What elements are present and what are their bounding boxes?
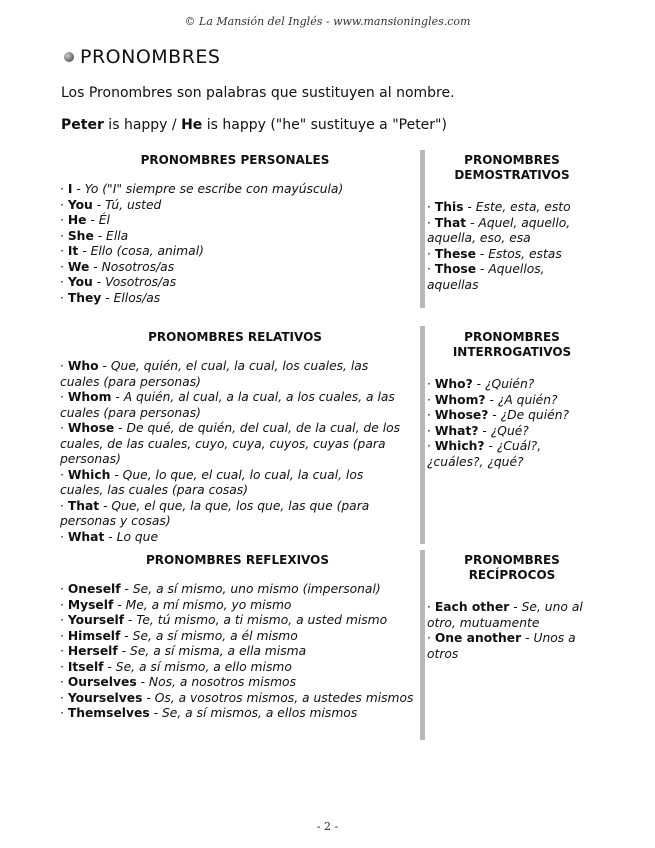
separator: - [114, 421, 127, 435]
column-divider [420, 550, 425, 740]
pronoun-term: He [67, 213, 87, 227]
pronoun-term: Whose? [434, 408, 489, 422]
list-item: · We - Nosotros/as [60, 259, 175, 274]
list-item: · Those - Aquellos, aquellas [427, 262, 545, 292]
separator: - [120, 628, 133, 643]
separator: - [72, 182, 85, 196]
list-item: · Whose - De qué, de quién, del cual, de la cual, de los cuales, de las cuales, cuyo, cuya, cuyos, cuyas (para personas) [60, 421, 401, 466]
pronoun-term: Yourselves [67, 690, 143, 705]
pronoun-meaning: ¿De quién? [500, 408, 570, 422]
list-item: · That - Aquel, aquello, aquella, eso, esa [427, 215, 571, 245]
separator: - [521, 631, 534, 645]
separator: - [101, 290, 114, 305]
page-title-text: PRONOMBRES [80, 46, 221, 68]
pronoun-term: That [67, 498, 100, 513]
pronoun-term: I [67, 182, 73, 196]
separator: - [78, 244, 91, 258]
separator: - [86, 213, 99, 227]
list-item: · Whose? - ¿De quién? [427, 408, 570, 422]
list-item: · This - Este, esta, esto [427, 200, 571, 214]
section-title: PRONOMBRES PERSONALES [140, 153, 330, 167]
pronoun-meaning: Se, a sí mismo, uno mismo (impersonal) [132, 582, 381, 596]
pronoun-meaning: De qué, de quién, del cual, de la cual, de los cuales, de las cuales, cuyo, cuya, cuyos, cuyas (para personas) [60, 421, 401, 466]
section-title: PRONOMBRES DEMOSTRATIVOS [454, 153, 570, 182]
pronoun-term: You [67, 275, 93, 289]
pronoun-meaning: Se, uno al otro, mutuamente [427, 600, 583, 630]
pronoun-meaning: Os, a vosotros mismos, a ustedes mismos [154, 690, 414, 705]
pronoun-meaning: Nosotros/as [101, 259, 175, 274]
separator: - [476, 262, 489, 276]
pronoun-term: These [434, 246, 476, 261]
pronoun-term: You [67, 197, 93, 212]
separator: - [117, 644, 131, 658]
pronoun-term: This [434, 200, 464, 214]
list-item: · Whom? - ¿A quién? [427, 392, 558, 407]
pronoun-term: It [67, 244, 79, 258]
pronoun-meaning: Me, a mí mismo, yo mismo [125, 597, 292, 612]
pronoun-meaning: Se, a sí mismos, a ellos mismos [161, 706, 358, 720]
pronoun-meaning: Aquellos, aquellas [427, 262, 545, 292]
list-item: · Who? - ¿Quién? [427, 377, 535, 391]
pronoun-list [60, 582, 415, 722]
pronoun-meaning: Vosotros/as [105, 275, 177, 289]
pronoun-term: Whose [67, 421, 115, 435]
separator: - [509, 600, 522, 614]
list-item: · Himself - Se, a sí mismo, a él mismo [60, 628, 298, 643]
pronoun-term: Which? [434, 439, 485, 453]
pronoun-meaning: Te, tú mismo, a ti mismo, a usted mismo [136, 613, 388, 627]
list-item: · One another - Unos a otros [427, 631, 576, 661]
pronoun-term: Each other [434, 600, 510, 614]
pronoun-list [427, 377, 597, 470]
separator: - [466, 215, 479, 230]
list-item: · Oneself - Se, a sí mismo, uno mismo (impersonal) [60, 582, 381, 596]
pronoun-meaning: Se, a sí mismo, a él mismo [132, 628, 298, 643]
separator: - [488, 408, 501, 422]
pronoun-term: Herself [67, 644, 118, 658]
pronoun-meaning: Estos, estas [488, 246, 562, 261]
pronoun-meaning: Nos, a nosotros mismos [148, 675, 296, 689]
list-item: · Yourself - Te, tú mismo, a ti mismo, a usted mismo [60, 613, 388, 627]
section-title: PRONOMBRES REFLEXIVOS [146, 553, 329, 567]
list-item: · Each other - Se, uno al otro, mutuamente [427, 600, 583, 630]
pronoun-term: Which [67, 467, 111, 482]
pronoun-meaning: Yo ("I" siempre se escribe con mayúscula) [84, 182, 344, 196]
pronoun-term: Itself [67, 659, 104, 674]
separator: - [104, 529, 117, 544]
page-title [64, 46, 220, 68]
pronoun-term: Myself [67, 597, 114, 612]
list-item: · That - Que, el que, la que, los que, las que (para personas y cosas) [60, 498, 370, 528]
pronoun-term: Who? [434, 377, 473, 391]
separator: - [475, 246, 489, 261]
separator: - [92, 275, 106, 289]
pronoun-term: What [67, 529, 105, 544]
pronoun-list [427, 200, 597, 293]
pronoun-meaning: Que, lo que, el cual, lo cual, la cual, los cuales, las cuales (para cosas) [60, 467, 364, 497]
separator: - [113, 597, 126, 612]
pronoun-term: Yourself [67, 613, 125, 627]
separator: - [111, 390, 124, 404]
pronoun-meaning: Unos a otros [427, 631, 576, 661]
list-item: · They - Ellos/as [60, 290, 161, 305]
separator: - [89, 259, 102, 274]
section-personales [60, 153, 410, 306]
pronoun-term: Oneself [67, 582, 121, 596]
column-divider [420, 326, 425, 544]
list-item: · It - Ello (cosa, animal) [60, 244, 204, 258]
separator: - [99, 498, 112, 513]
pronoun-term: What? [434, 423, 479, 438]
separator: - [124, 613, 137, 627]
separator: - [142, 690, 155, 705]
pronoun-term: Ourselves [67, 675, 137, 689]
pronoun-term: Whom [67, 390, 112, 404]
pronoun-meaning: ¿Qué? [490, 423, 529, 438]
list-item: · She - Ella [60, 228, 129, 243]
list-item: · You - Tú, usted [60, 197, 162, 212]
separator: - [120, 582, 133, 596]
list-item: · Herself - Se, a sí misma, a ella misma [60, 644, 307, 658]
separator: - [478, 423, 491, 438]
intro-definition: Los Pronombres son palabras que sustituyen al nombre. [61, 85, 455, 101]
list-item: · Which? - ¿Cuál?, ¿cuáles?, ¿qué? [427, 439, 542, 469]
page-number: - 2 - [316, 820, 339, 833]
separator: - [110, 467, 123, 482]
pronoun-term: Himself [67, 628, 121, 643]
pronoun-meaning: Se, a sí mismo, a ello mismo [115, 659, 292, 674]
pronoun-meaning: Se, a sí misma, a ella misma [130, 644, 307, 658]
pronoun-meaning: Ellos/as [113, 290, 161, 305]
section-reflexivos [60, 553, 415, 722]
list-item: · Ourselves - Nos, a nosotros mismos [60, 675, 296, 689]
pronoun-meaning: Lo que [116, 529, 159, 544]
pronoun-meaning: A quién, al cual, a la cual, a los cuales, a las cuales (para personas) [60, 390, 395, 420]
example-word: Peter [61, 117, 104, 133]
pronoun-meaning: Ello (cosa, animal) [90, 244, 204, 258]
bullet-icon [64, 52, 74, 62]
pronoun-meaning: Que, el que, la que, los que, las que (para personas y cosas) [60, 498, 370, 528]
pronoun-meaning: ¿A quién? [497, 392, 558, 407]
pronoun-term: We [67, 259, 90, 274]
pronoun-term: She [67, 228, 94, 243]
pronoun-term: Whom? [434, 392, 486, 407]
separator: - [485, 392, 498, 407]
separator: - [136, 675, 149, 689]
pronoun-term: That [434, 215, 467, 230]
pronoun-meaning: Ella [106, 228, 129, 243]
section-demostrativos [427, 153, 597, 293]
separator: - [92, 197, 106, 212]
list-item: · Which - Que, lo que, el cual, lo cual, la cual, los cuales, las cuales (para cosas) [60, 467, 364, 497]
separator: - [103, 659, 116, 674]
section-title: PRONOMBRES INTERROGATIVOS [452, 330, 572, 359]
separator: - [463, 200, 476, 214]
list-item: · What? - ¿Qué? [427, 423, 529, 438]
pronoun-list [60, 182, 410, 306]
list-item: · He - Él [60, 213, 110, 227]
list-item: · These - Estos, estas [427, 246, 562, 261]
pronoun-term: They [67, 290, 102, 305]
pronoun-list [60, 359, 410, 545]
separator: - [484, 439, 497, 453]
pronoun-meaning: ¿Cuál?, ¿cuáles?, ¿qué? [427, 439, 542, 469]
pronoun-term: One another [434, 631, 522, 645]
intro-example [61, 117, 447, 133]
pronoun-meaning: ¿Quién? [485, 377, 535, 391]
column-divider [420, 150, 425, 308]
list-item: · I - Yo ("I" siempre se escribe con mayúscula) [60, 182, 344, 196]
pronoun-term: Who [67, 359, 99, 373]
separator: - [93, 228, 107, 243]
list-item: · What - Lo que [60, 529, 159, 544]
section-relativos [60, 330, 410, 545]
list-item: · Whom - A quién, al cual, a la cual, a los cuales, a las cuales (para personas) [60, 390, 395, 420]
list-item: · Yourselves - Os, a vosotros mismos, a ustedes mismos [60, 690, 414, 705]
pronoun-meaning: Este, esta, esto [475, 200, 571, 214]
example-text: is happy / [103, 117, 182, 133]
section-title: PRONOMBRES RECÍPROCOS [464, 553, 560, 582]
pronoun-meaning: Tú, usted [105, 197, 162, 212]
page-header: © La Mansión del Inglés - www.mansioningles.com [184, 15, 471, 28]
section-reciprocos [427, 553, 597, 662]
separator: - [472, 377, 485, 391]
separator: - [98, 359, 111, 373]
pronoun-term: Those [434, 262, 477, 276]
list-item: · Myself - Me, a mí mismo, yo mismo [60, 597, 292, 612]
section-title: PRONOMBRES RELATIVOS [148, 330, 322, 344]
list-item: · Who - Que, quién, el cual, la cual, los cuales, las cuales (para personas) [60, 359, 369, 389]
pronoun-list [427, 600, 597, 662]
list-item: · Themselves - Se, a sí mismos, a ellos mismos [60, 706, 358, 720]
example-word: He [181, 117, 203, 133]
pronoun-meaning: Que, quién, el cual, la cual, los cuales, las cuales (para personas) [60, 359, 369, 389]
section-interrogativos [427, 330, 597, 470]
list-item: · Itself - Se, a sí mismo, a ello mismo [60, 659, 292, 674]
separator: - [149, 706, 162, 720]
example-text: is happy ("he" sustituye a "Peter") [202, 117, 447, 133]
pronoun-meaning: Él [98, 213, 110, 227]
pronoun-term: Themselves [67, 706, 150, 720]
list-item: · You - Vosotros/as [60, 275, 177, 289]
pronoun-meaning: Aquel, aquello, aquella, eso, esa [427, 215, 571, 245]
